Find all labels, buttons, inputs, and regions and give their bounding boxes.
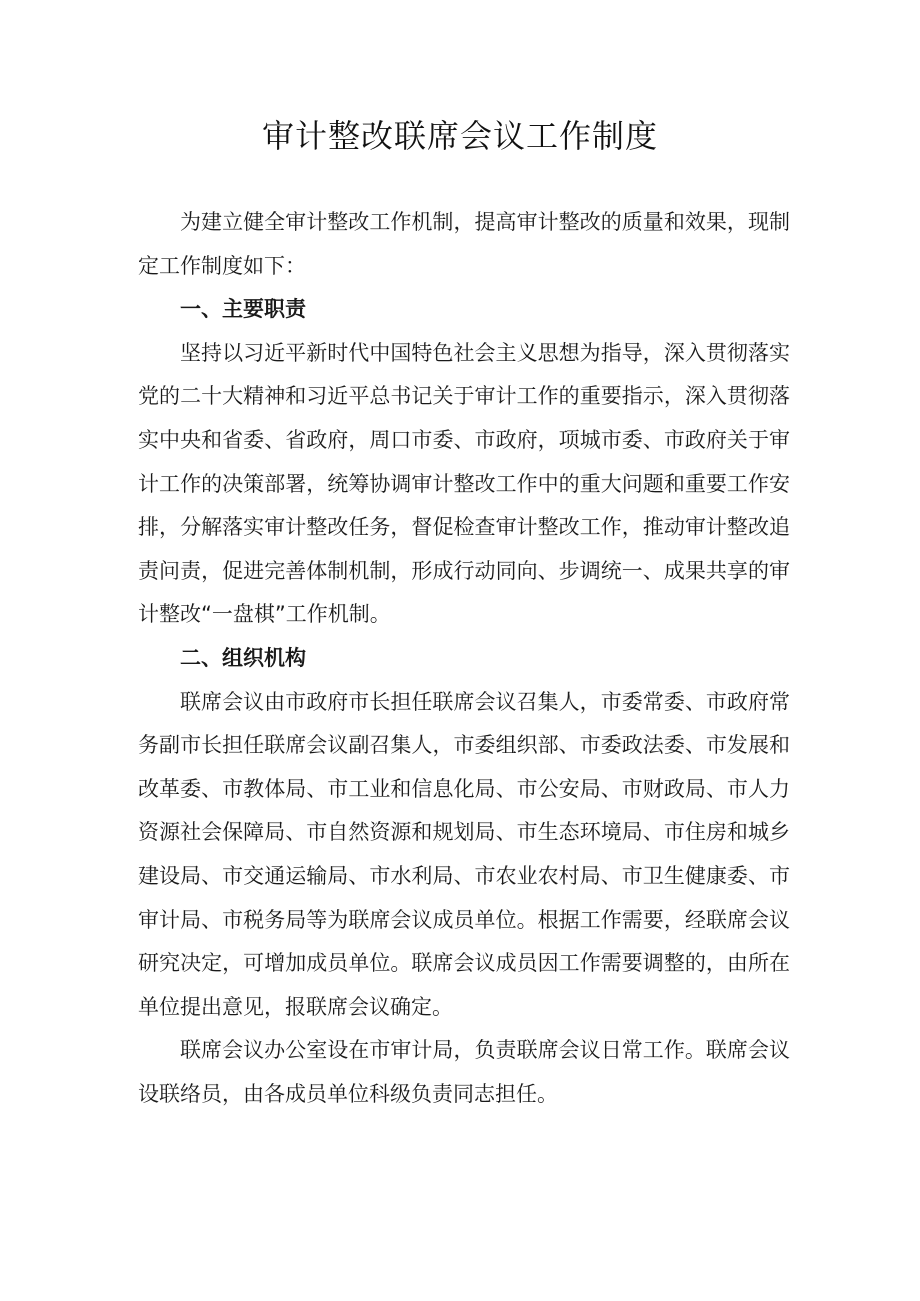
intro-paragraph: 为建立健全审计整改工作机制，提高审计整改的质量和效果，现制定工作制度如下： [138, 210, 790, 278]
section-heading-organization: 二、组织机构 [180, 645, 306, 670]
document-body [138, 201, 790, 1116]
section-heading-duties: 一、主要职责 [180, 297, 306, 322]
document-title: 审计整改联席会议工作制度 [261, 117, 658, 155]
organization-paragraph: 联席会议由市政府市长担任联席会议召集人，市委常委、市政府常务副市长担任联席会议副召集人，市委组织部、市委政法委、市发展和改革委、市教体局、市工业和信息化局、市公安局、市财政局、市人力资源社会保障局、市自然资源和规划局、市生态环境局、市住房和城乡建设局、市交通运输局、市水利局、市农业农村局、市卫生健康委、市审计局、市税务局等为联席会议成员单位。根据工作需要，经联席会议研究决定，可增加成员单位。联席会议成员因工作需要调整的，由所在单位提出意见，报联席会议确定。 [138, 689, 790, 1019]
office-paragraph: 联席会议办公室设在市审计局，负责联席会议日常工作。联席会议设联络员，由各成员单位科级负责同志担任。 [138, 1038, 790, 1106]
duties-paragraph: 坚持以习近平新时代中国特色社会主义思想为指导，深入贯彻落实党的二十大精神和习近平总书记关于审计工作的重要指示，深入贯彻落实中央和省委、省政府，周口市委、市政府，项城市委、市政府关于审计工作的决策部署，统筹协调审计整改工作中的重大问题和重要工作安排，分解落实审计整改任务，督促检查审计整改工作，推动审计整改追责问责，促进完善体制机制，形成行动同向、步调统一、成果共享的审计整改“一盘棋”工作机制。 [138, 340, 790, 627]
